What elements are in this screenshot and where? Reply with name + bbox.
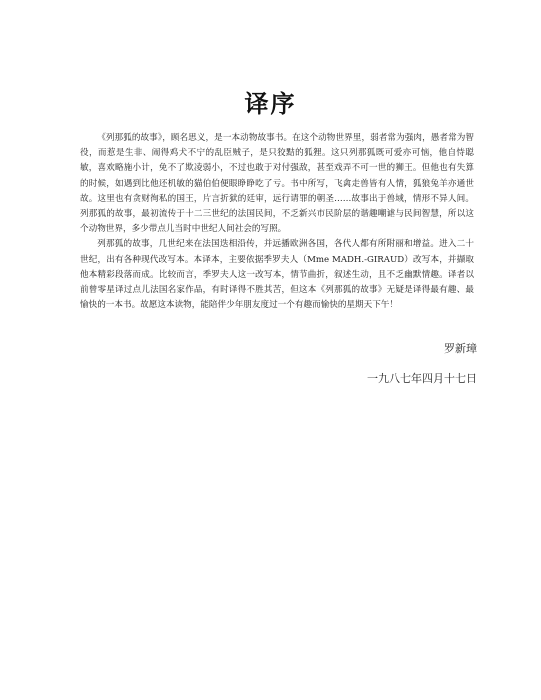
preface-date: 一九八七年四月十七日 [367,372,477,385]
paragraph-2: 列那狐的故事，几世纪来在法国迭相沿传，并远播欧洲各国，各代人都有所附丽和增益。进入二十世纪，出有各种现代改写本。本译本，主要依据季罗夫人（Mme MADH.-GIRAUD）改写本，并撷取他本精彩段落而成。比较而言，季罗夫人这一改写本，情节曲折，叙述生动，且不乏幽默情趣。译者以前曾零星译过点儿法国名家作品，有时译得不胜其苦，但这本《列那狐的故事》无疑是译得最有趣、最愉快的一本书。故愿这本读物，能陪伴少年朋友度过一个有趣而愉快的星期天下午！ [80,239,474,311]
paragraph-1: 《列那狐的故事》，顾名思义，是一本动物故事书。在这个动物世界里，弱者常为强肉，愚者常为智役，而惹是生非、闹得鸡犬不宁的乱臣贼子，是只狡黠的狐狸。这只列那狐既可爱亦可恼，他自恃聪敏，喜欢略施小计，免不了欺凌弱小，不过也敢于对付强敌，甚至戏弄不可一世的狮王。但他也有失算的时候，如遇到比他还机敏的猫伯伯便眼睁睁吃了亏。书中所写，飞禽走兽皆有人情，狐狼兔羊亦通世故。这里也有贪财徇私的国王，片言折狱的廷审，远行请罪的朝圣……故事出于兽域，情形不异人间。列那狐的故事，最初流传于十二三世纪的法国民间，不乏新兴市民阶层的谐趣嘲谑与民间智慧，所以这个动物世界，多少带点儿当时中世纪人间社会的写照。 [80,133,474,235]
page-title: 译序 [244,89,297,118]
translator-signature: 罗新璋 [444,342,477,355]
preface-body [80,131,474,313]
